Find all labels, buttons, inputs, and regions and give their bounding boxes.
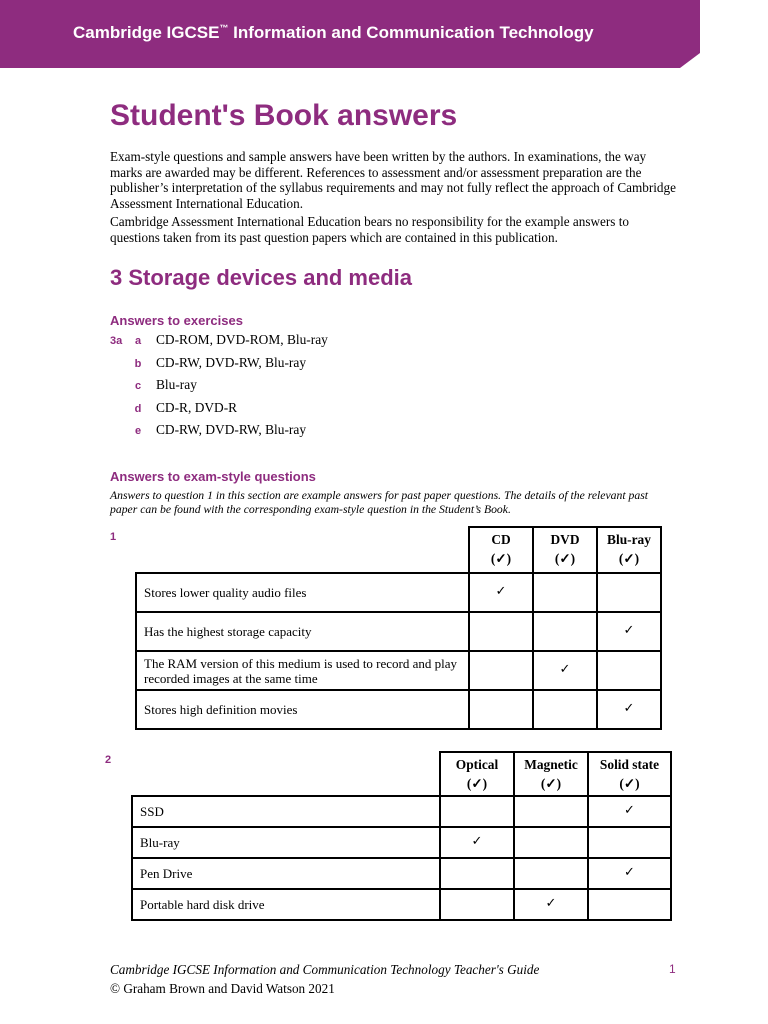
footer-book-title: Cambridge IGCSE Information and Communication Technology Teacher's Guide (110, 962, 540, 977)
row-label: Pen Drive (132, 858, 440, 889)
row-label: Stores lower quality audio files (136, 573, 469, 612)
row-label: Has the highest storage capacity (136, 612, 469, 651)
answer-letter: a (134, 335, 142, 347)
tick-mark-label: (✓) (540, 776, 562, 791)
tick-cell (597, 573, 661, 612)
tick-mark: ✓ (559, 661, 571, 676)
tick-cell (440, 827, 514, 858)
question-2-number: 2 (105, 754, 112, 766)
tick-cell (533, 612, 597, 651)
table-row (132, 889, 671, 920)
tick-mark: ✓ (545, 895, 557, 910)
tick-cell (588, 858, 671, 889)
tick-cell (469, 612, 533, 651)
row-label: Stores high definition movies (136, 690, 469, 729)
answer-letter: e (134, 425, 142, 437)
table-row (132, 796, 671, 827)
page-number: 1 (669, 962, 676, 976)
tick-cell (597, 612, 661, 651)
tick-cell (514, 827, 588, 858)
tick-mark-label: (✓) (466, 776, 488, 791)
column-header-cd: CD (✓) (469, 527, 533, 573)
tick-mark: ✓ (471, 833, 483, 848)
tick-cell (440, 796, 514, 827)
trademark-symbol: ™ (219, 23, 229, 33)
answer-text: CD-R, DVD-R (156, 400, 238, 415)
tick-cell (588, 889, 671, 920)
intro-paragraph-2: Cambridge Assessment International Education bears no responsibility for the example answers to questions taken from its past question papers which are contained in this publication. (110, 214, 629, 245)
header-title-prefix: Cambridge IGCSE (73, 23, 220, 42)
column-header-optical: Optical (✓) (440, 752, 514, 796)
tick-mark: ✓ (623, 622, 635, 637)
tick-mark-label: (✓) (490, 551, 512, 566)
tick-cell (588, 827, 671, 858)
header-title (73, 23, 594, 43)
column-header-magnetic: Magnetic (✓) (514, 752, 588, 796)
exam-note: Answers to question 1 in this section are example answers for past paper questions. The details of the relevant past paper can be found with the corresponding exam-style question in the Student’s Book. (110, 489, 649, 517)
tick-mark-label: (✓) (619, 776, 640, 791)
tick-cell (597, 651, 661, 690)
tick-cell (514, 858, 588, 889)
row-label: Portable hard disk drive (132, 889, 440, 920)
chapter-title: 3 Storage devices and media (110, 265, 413, 290)
table-row (136, 651, 661, 690)
column-header-blu-ray: Blu-ray (✓) (597, 527, 661, 573)
tick-cell (469, 651, 533, 690)
table-row (136, 573, 661, 612)
question-1-table (135, 526, 662, 730)
row-label: Blu-ray (132, 827, 440, 858)
tick-mark: ✓ (624, 864, 635, 879)
tick-cell (533, 573, 597, 612)
tick-mark: ✓ (495, 583, 507, 598)
answer-text: Blu-ray (156, 377, 197, 392)
answer-letter: d (134, 403, 142, 415)
table-row (136, 612, 661, 651)
exam-questions-heading: Answers to exam-style questions (110, 469, 316, 484)
page-title: Student's Book answers (110, 99, 458, 132)
table-row (132, 858, 671, 889)
tick-cell (514, 796, 588, 827)
row-label: The RAM version of this medium is used to record and play recorded images at the same time (136, 651, 469, 690)
footer-copyright: © Graham Brown and David Watson 2021 (110, 981, 335, 996)
header-title-suffix: Information and Communication Technology (228, 23, 594, 42)
question-2-table (131, 751, 672, 921)
tick-cell (533, 651, 597, 690)
column-header-solid-state: Solid state (✓) (588, 752, 671, 796)
tick-mark-label: (✓) (554, 551, 576, 566)
tick-cell (588, 796, 671, 827)
answer-text: CD-ROM, DVD-ROM, Blu-ray (156, 332, 328, 347)
table-row (132, 827, 671, 858)
tick-cell (514, 889, 588, 920)
exercises-heading: Answers to exercises (110, 313, 243, 328)
intro-paragraph-1: Exam-style questions and sample answers have been written by the authors. In examinations, the way marks are awarded may be different. References to assessment and/or assessment preparation are the publisher’s interpretation of the syllabus requirements and may not fully reflect the approach of Cambridge Assessment International Education. (110, 149, 676, 211)
tick-cell (597, 690, 661, 729)
answer-text: CD-RW, DVD-RW, Blu-ray (156, 355, 307, 370)
answer-letter: b (134, 358, 142, 370)
tick-mark: ✓ (624, 802, 635, 817)
question-1-number: 1 (110, 531, 117, 543)
row-label: SSD (132, 796, 440, 827)
question-number: 3a (110, 335, 123, 347)
tick-cell (440, 889, 514, 920)
tick-cell (533, 690, 597, 729)
page-footer (110, 960, 539, 998)
answer-letter: c (134, 380, 142, 392)
table-row (136, 690, 661, 729)
tick-cell (469, 573, 533, 612)
column-header-dvd: DVD (✓) (533, 527, 597, 573)
tick-mark: ✓ (623, 700, 635, 715)
tick-cell (440, 858, 514, 889)
tick-cell (469, 690, 533, 729)
answer-text: CD-RW, DVD-RW, Blu-ray (156, 422, 307, 437)
tick-mark-label: (✓) (618, 551, 640, 566)
